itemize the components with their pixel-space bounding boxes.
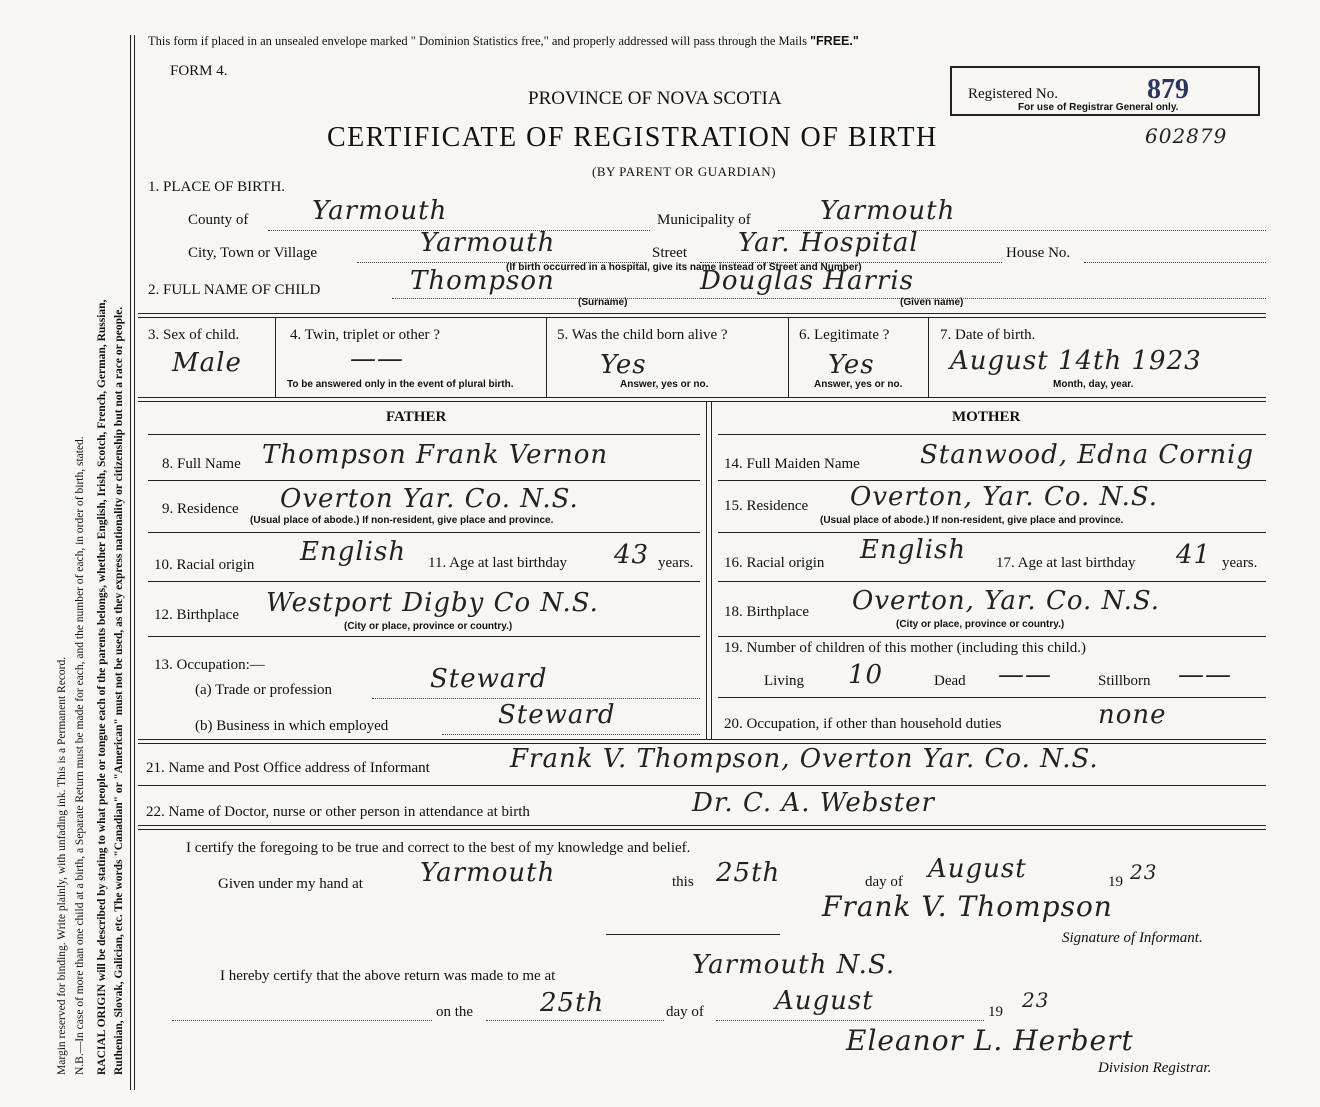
business-line — [442, 734, 700, 735]
informant-value: Frank V. Thompson, Overton Yar. Co. N.S. — [510, 744, 1099, 774]
house-line — [1084, 262, 1266, 263]
dead-value: —— — [998, 660, 1052, 690]
sex-label: 3. Sex of child. — [148, 327, 240, 343]
mother-age-value: 41 — [1176, 540, 1212, 570]
father-name-label: 8. Full Name — [162, 456, 241, 472]
registrar-text: I hereby certify that the above return was made to me at — [220, 968, 556, 984]
father-age-label: 11. Age at last birthday — [428, 555, 567, 571]
dob-label: 7. Date of birth. — [940, 327, 1036, 343]
file-number: 602879 — [1145, 124, 1228, 148]
given-name-note: (Given name) — [900, 297, 964, 308]
rule — [148, 434, 700, 435]
registrar-place: Yarmouth N.S. — [692, 950, 896, 980]
mother-name-value: Stanwood, Edna Cornig — [920, 440, 1255, 470]
rule — [138, 829, 1266, 830]
mother-birthplace-label: 18. Birthplace — [724, 604, 809, 620]
registered-value: 879 — [1147, 74, 1189, 105]
margin-note-4: Ruthenian, Slovak, Galician, etc. The words "Canadian" or "American" must not be used, as they express nationality or citizenship but not a race or people. — [113, 306, 125, 1075]
mother-residence-label: 15. Residence — [724, 498, 809, 514]
alive-value: Yes — [600, 350, 647, 380]
municipality-value: Yarmouth — [820, 196, 956, 226]
father-heading: FATHER — [386, 409, 447, 425]
registered-box — [950, 66, 1260, 116]
twin-note: To be answered only in the event of plural birth. — [287, 379, 514, 390]
stillborn-value: —— — [1178, 660, 1232, 690]
place-of-birth-label: 1. PLACE OF BIRTH. — [148, 179, 286, 195]
trade-line — [372, 698, 700, 699]
province-title: PROVINCE OF NOVA SCOTIA — [528, 88, 782, 109]
living-value: 10 — [848, 660, 884, 690]
rule — [718, 480, 1266, 481]
margin-note-2: N.B.—In case of more than one child at a birth, a Separate Return must be made for each, and the number of each, in order of birth, stated. — [74, 436, 86, 1075]
divider — [928, 317, 929, 397]
rule — [148, 532, 700, 533]
mother-residence-value: Overton, Yar. Co. N.S. — [850, 482, 1159, 512]
rule — [148, 581, 700, 582]
page-title: CERTIFICATE OF REGISTRATION OF BIRTH — [327, 122, 938, 153]
certify-month: August — [928, 854, 1027, 884]
father-birthplace-value: Westport Digby Co N.S. — [266, 588, 599, 618]
hospital-note: (If birth occurred in a hospital, give its name instead of Street and Number) — [506, 262, 862, 273]
house-label: House No. — [1006, 245, 1071, 261]
informant-signature: Frank V. Thompson — [822, 890, 1113, 923]
father-business-label: (b) Business in which employed — [195, 718, 389, 734]
mother-residence-note: (Usual place of abode.) If non-resident, give place and province. — [820, 515, 1124, 526]
parents-divider — [711, 401, 712, 739]
father-birthplace-note: (City or place, province or country.) — [344, 621, 513, 632]
rule — [486, 1020, 664, 1021]
doctor-value: Dr. C. A. Webster — [692, 788, 935, 818]
mother-birthplace-value: Overton, Yar. Co. N.S. — [852, 586, 1161, 616]
registrar-signature: Eleanor L. Herbert — [846, 1024, 1134, 1057]
dead-label: Dead — [934, 673, 966, 689]
father-trade-value: Steward — [430, 664, 548, 694]
dob-note: Month, day, year. — [1053, 379, 1134, 390]
rule — [606, 934, 780, 935]
certify-year: 23 — [1130, 860, 1158, 884]
registrar-year: 23 — [1022, 988, 1050, 1012]
father-residence-label: 9. Residence — [162, 501, 239, 517]
mother-age-label: 17. Age at last birthday — [996, 555, 1136, 571]
county-value: Yarmouth — [312, 196, 448, 226]
child-given-name: Douglas Harris — [700, 266, 915, 296]
twin-value: —— — [350, 344, 404, 374]
margin-rule-2 — [134, 35, 135, 1090]
certify-dayof-label: day of — [865, 874, 903, 890]
mother-heading: MOTHER — [952, 409, 1021, 425]
rule — [716, 1020, 984, 1021]
doctor-label: 22. Name of Doctor, nurse or other person in attendance at birth — [146, 804, 530, 820]
parents-divider — [706, 401, 707, 739]
father-business-value: Steward — [498, 700, 616, 730]
rule — [718, 581, 1266, 582]
father-race-label: 10. Racial origin — [154, 557, 255, 573]
rule — [138, 401, 1266, 402]
city-label: City, Town or Village — [188, 245, 318, 261]
rule — [172, 1020, 432, 1021]
mother-occupation-label: 20. Occupation, if other than household duties — [724, 716, 1002, 732]
certify-year-prefix: 19 — [1108, 874, 1123, 890]
legitimate-note: Answer, yes or no. — [814, 379, 903, 390]
margin-note-3: RACIAL ORIGIN will be described by stating to what people or tongue each of the parents belongs, whether English, Irish, Scotch, French, German, Russian, — [96, 299, 108, 1075]
rule — [718, 697, 1266, 698]
divider — [275, 317, 276, 397]
margin-rule — [130, 35, 131, 1090]
father-occupation-label: 13. Occupation:— — [154, 657, 265, 673]
registered-note: For use of Registrar General only. — [1018, 102, 1179, 113]
surname-note: (Surname) — [578, 297, 628, 308]
municipality-label: Municipality of — [657, 212, 751, 228]
informant-signature-label: Signature of Informant. — [1062, 930, 1203, 946]
child-name-label: 2. FULL NAME OF CHILD — [148, 282, 321, 298]
rule — [148, 636, 700, 637]
father-race-value: English — [300, 537, 407, 567]
alive-label: 5. Was the child born alive ? — [557, 327, 728, 343]
certify-text: I certify the foregoing to be true and correct to the best of my knowledge and belief. — [186, 840, 691, 856]
subtitle: (BY PARENT OR GUARDIAN) — [592, 164, 777, 179]
twin-label: 4. Twin, triplet or other ? — [290, 327, 440, 343]
given-place: Yarmouth — [420, 858, 556, 888]
father-residence-value: Overton Yar. Co. N.S. — [280, 484, 579, 514]
mother-birthplace-note: (City or place, province or country.) — [896, 619, 1065, 630]
divider — [546, 317, 547, 397]
father-trade-label: (a) Trade or profession — [195, 682, 333, 698]
rule — [148, 480, 700, 481]
alive-note: Answer, yes or no. — [620, 379, 709, 390]
living-label: Living — [764, 673, 804, 689]
rule — [138, 313, 1266, 314]
registered-label: Registered No. — [968, 86, 1058, 102]
registrar-dayof-label: day of — [666, 1004, 704, 1020]
registrar-year-prefix: 19 — [988, 1004, 1003, 1020]
informant-label: 21. Name and Post Office address of Informant — [146, 760, 430, 776]
registrar-day: 25th — [540, 988, 605, 1018]
father-age-value: 43 — [614, 540, 650, 570]
child-surname: Thompson — [410, 266, 555, 296]
given-label: Given under my hand at — [218, 876, 363, 892]
mother-occupation-value: none — [1098, 700, 1167, 730]
father-years: years. — [658, 555, 694, 571]
form-number: FORM 4. — [170, 63, 228, 79]
rule — [138, 317, 1266, 318]
legitimate-label: 6. Legitimate ? — [799, 327, 890, 343]
rule — [138, 785, 1266, 786]
street-value: Yar. Hospital — [738, 228, 919, 258]
mother-race-value: English — [860, 535, 967, 565]
father-name-value: Thompson Frank Vernon — [262, 440, 609, 470]
this-label: this — [672, 874, 694, 890]
children-label: 19. Number of children of this mother (including this child.) — [724, 640, 1087, 656]
registrar-on-label: on the — [436, 1004, 474, 1020]
margin-note-1: Margin reserved for binding. Write plainly, with unfading ink. This is a Permanent Record. — [56, 656, 68, 1075]
rule — [138, 739, 1266, 740]
certify-day: 25th — [716, 858, 781, 888]
sex-value: Male — [172, 348, 242, 378]
legitimate-value: Yes — [828, 350, 875, 380]
rule — [718, 532, 1266, 533]
registrar-signature-label: Division Registrar. — [1098, 1060, 1212, 1076]
mother-race-label: 16. Racial origin — [724, 555, 825, 571]
dob-value: August 14th 1923 — [950, 346, 1202, 376]
stillborn-label: Stillborn — [1098, 673, 1151, 689]
father-birthplace-label: 12. Birthplace — [154, 607, 239, 623]
father-residence-note: (Usual place of abode.) If non-resident, give place and province. — [250, 515, 554, 526]
rule — [138, 825, 1266, 826]
rule — [138, 397, 1266, 398]
rule — [718, 434, 1266, 435]
rule — [718, 636, 1266, 637]
mother-name-label: 14. Full Maiden Name — [724, 456, 860, 472]
mail-note: This form if placed in an unsealed envelope marked " Dominion Statistics free," and properly addressed will pass through the Mails "FREE." — [148, 34, 859, 48]
street-label: Street — [652, 245, 687, 261]
divider — [788, 317, 789, 397]
mother-years: years. — [1222, 555, 1258, 571]
child-name-line — [392, 298, 1266, 299]
registrar-month: August — [775, 986, 874, 1016]
county-label: County of — [188, 212, 249, 228]
city-value: Yarmouth — [420, 228, 556, 258]
